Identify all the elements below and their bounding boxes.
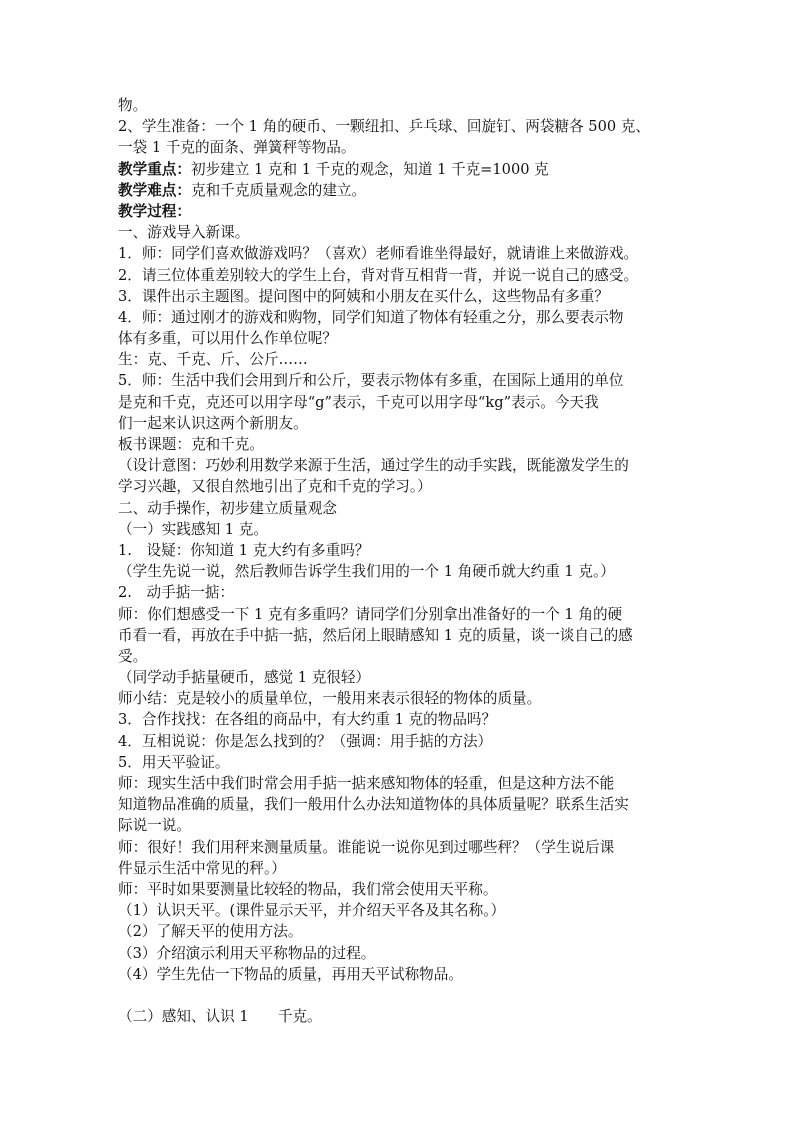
text-line: 知道物品准确的质量，我们一般用什么办法知道物体的具体质量呢？联系生活实 bbox=[118, 796, 629, 814]
text-line: 2．请三位体重差别较大的学生上台，背对背互相背一背，并说一说自己的感受。 bbox=[118, 266, 639, 284]
text-line: 物。 bbox=[118, 97, 148, 114]
section-heading: 一、游戏导入新课。 bbox=[118, 224, 250, 242]
text-line: 1．师：同学们喜欢做游戏吗？（喜欢）老师看谁坐得最好，就请谁上来做游戏。 bbox=[118, 245, 639, 263]
subsection-heading: （二）感知、认识 1 千克。 bbox=[118, 1007, 322, 1025]
teaching-process-heading: 教学过程： bbox=[118, 202, 191, 220]
text-line: 4．互相说说：你是怎么找到的？（强调：用手掂的方法） bbox=[118, 732, 493, 750]
text-line: （同学动手掂量硬币，感觉 1 克很轻） bbox=[118, 669, 371, 687]
text-line: （1）认识天平。(课件显示天平，并介绍天平各及其名称。） bbox=[118, 902, 506, 920]
text-line: 是克和千克，克还可以用字母“g”表示，千克可以用字母“kg”表示。今天我 bbox=[118, 393, 599, 411]
text-line: 2、学生准备：一个 1 角的硬币、一颗纽扣、乒乓球、回旋钉、两袋糖各 500 克、 bbox=[118, 118, 650, 136]
text-line: 件显示生活中常见的秤。） bbox=[118, 859, 286, 877]
text-line: 一袋 1 千克的面条、弹簧秤等物品。 bbox=[118, 139, 356, 157]
text-line: 际说一说。 bbox=[118, 817, 191, 835]
text-line: 学习兴趣，又很自然地引出了克和千克的学习。） bbox=[118, 478, 432, 496]
text-line: （设计意图：巧妙利用数学来源于生活，通过学生的动手实践，既能激发学生的 bbox=[118, 457, 629, 475]
text-line: 们一起来认识这两个新朋友。 bbox=[118, 414, 308, 432]
text-line: 师：很好！我们用秤来测量质量。谁能说一说你见到过哪些秤？（学生说后课 bbox=[118, 838, 615, 856]
text-line: 生：克、千克、斤、公斤…… bbox=[118, 351, 308, 369]
subsection-heading: （一）实践感知 1 克。 bbox=[118, 520, 268, 538]
text-line: 体有多重，可以用什么作单位呢？ bbox=[118, 330, 337, 348]
text-line: （4）学生先估一下物品的质量，再用天平试称物品。 bbox=[118, 965, 463, 983]
text-line: 3．合作找找：在各组的商品中，有大约重 1 克的物品吗？ bbox=[118, 711, 497, 729]
text-line: 1. 设疑：你知道 1 克大约有多重吗？ bbox=[118, 541, 370, 559]
text-line: 4．师：通过刚才的游戏和购物，同学们知道了物体有轻重之分，那么要表示物 bbox=[118, 308, 624, 326]
text-line: 师小结：克是较小的质量单位，一般用来表示很轻的物体的质量。 bbox=[118, 690, 542, 708]
teaching-difficulty-label: 教学难点： bbox=[118, 181, 191, 199]
lesson-plan-text bbox=[118, 95, 688, 1027]
teaching-difficulty: 教学难点：克和千克质量观念的建立。 bbox=[118, 181, 367, 199]
text-line: 师：平时如果要测量比较轻的物品，我们常会使用天平称。 bbox=[118, 880, 498, 898]
text-line: （3）介绍演示利用天平称物品的过程。 bbox=[118, 944, 376, 962]
text-line: 币看一看，再放在手中掂一掂，然后闭上眼睛感知 1 克的质量，谈一谈自己的感 bbox=[118, 626, 633, 644]
text-line: 板书课题：克和千克。 bbox=[118, 436, 264, 453]
text-line: 5．用天平验证。 bbox=[118, 753, 230, 771]
text-line: 5．师：生活中我们会用到斤和公斤，要表示物体有多重，在国际上通用的单位 bbox=[118, 372, 624, 390]
text-line: （2）了解天平的使用方法。 bbox=[118, 923, 303, 941]
blank-line bbox=[118, 985, 688, 1006]
teaching-focus-label: 教学重点： bbox=[118, 160, 191, 178]
teaching-focus: 教学重点：初步建立 1 克和 1 千克的观念，知道 1 千克=1000 克 bbox=[118, 160, 549, 178]
text-line: 受。 bbox=[118, 647, 148, 665]
text-line: 2. 动手掂一掂： bbox=[118, 584, 235, 602]
text-line: 3．课件出示主题图。提问图中的阿姨和小朋友在买什么，这些物品有多重？ bbox=[118, 287, 609, 305]
section-heading: 二、动手操作，初步建立质量观念 bbox=[118, 499, 337, 517]
text-line: 师：你们想感受一下 1 克有多重吗？请同学们分别拿出准备好的一个 1 角的硬 bbox=[118, 605, 623, 623]
text-line: 师：现实生活中我们时常会用手掂一掂来感知物体的轻重，但是这种方法不能 bbox=[118, 775, 615, 792]
text-line: （学生先说一说，然后教师告诉学生我们用的一个 1 角硬币就大约重 1 克。） bbox=[118, 563, 615, 581]
